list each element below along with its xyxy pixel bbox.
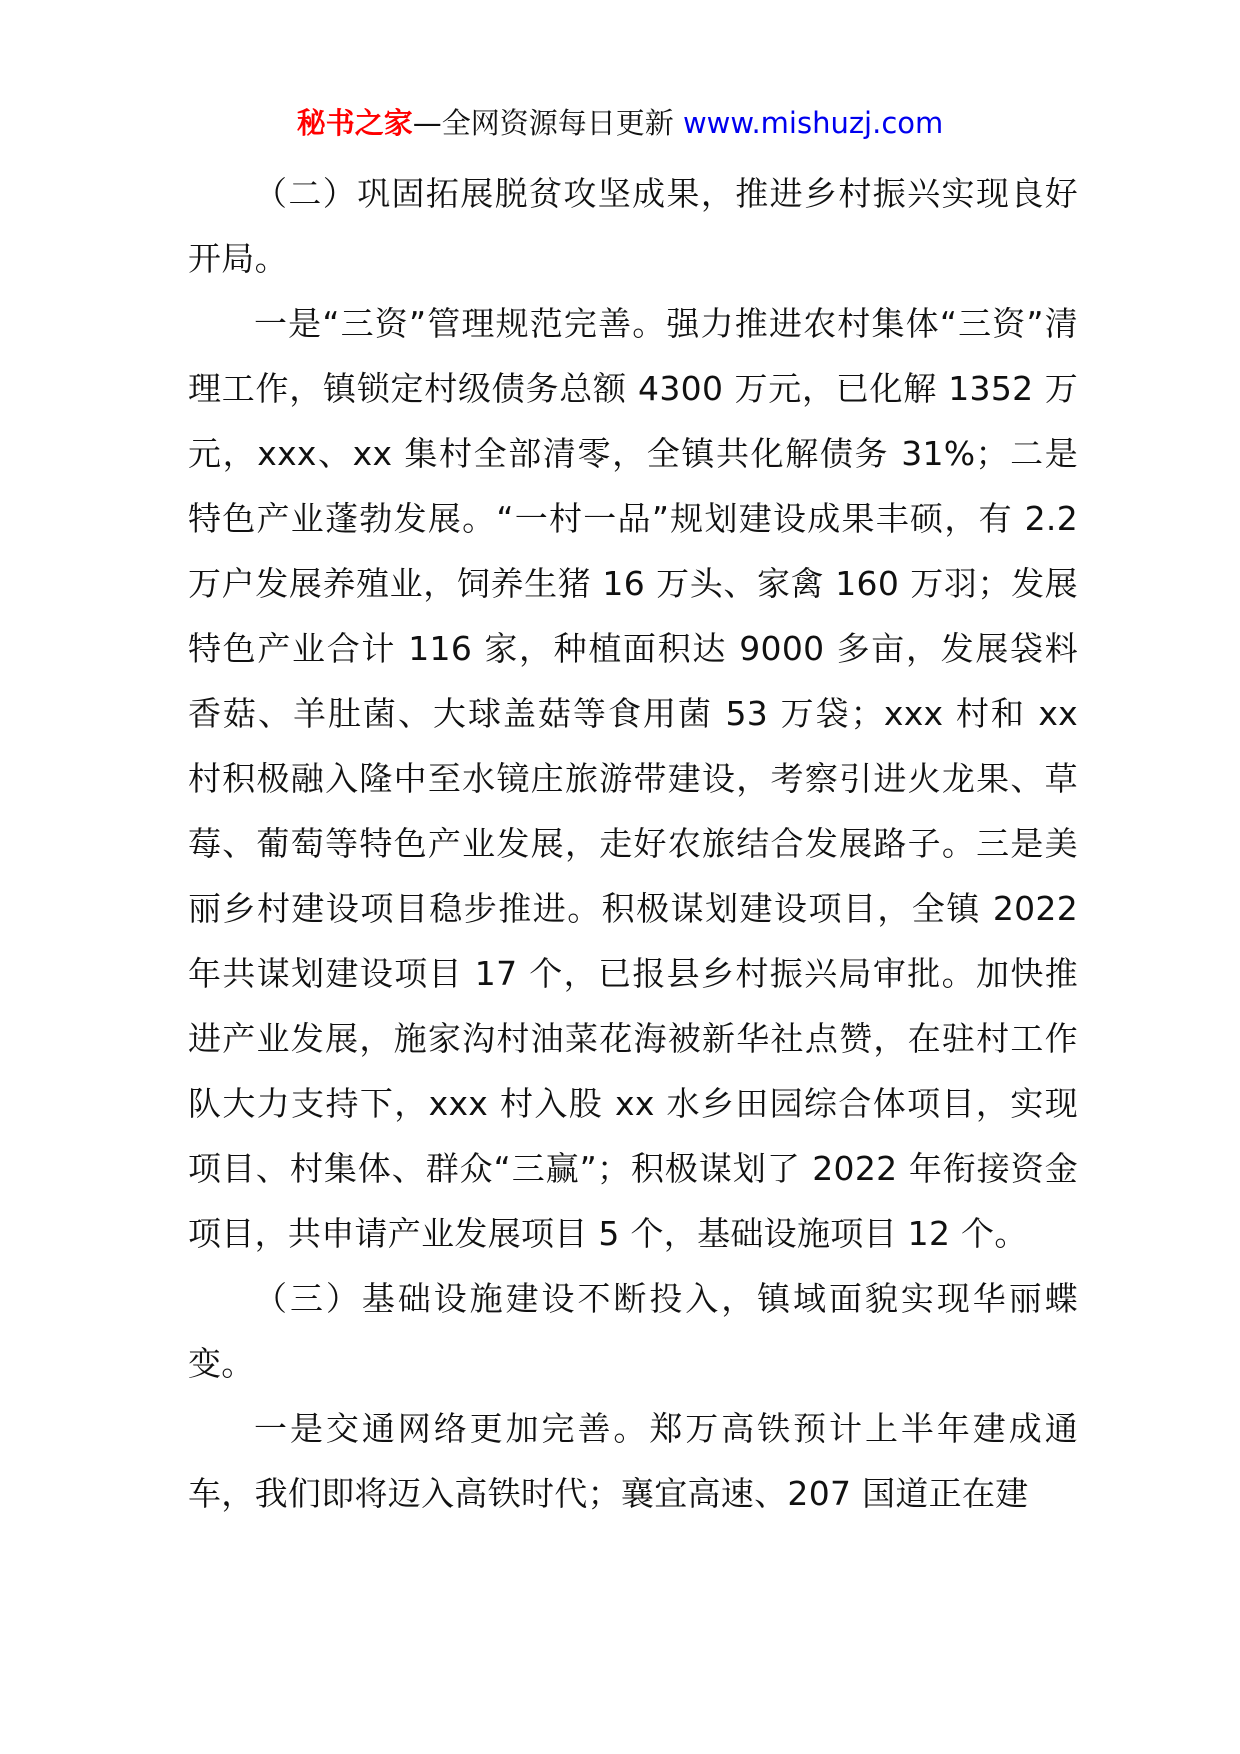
body-paragraph-transport: 一是交通网络更加完善。郑万高铁预计上半年建成通车，我们即将迈入高铁时代；襄宜高速、207 国道正在建 xyxy=(188,1409,1078,1513)
brand-name: 秘书之家 xyxy=(296,106,413,140)
website-link[interactable]: www.mishuzj.com xyxy=(682,106,944,140)
section-heading-3: （三）基础设施建设不断投入，镇域面貌实现华丽蝶变。 xyxy=(188,1279,1078,1383)
section-heading-2: （二）巩固拓展脱贫攻坚成果，推进乡村振兴实现良好开局。 xyxy=(188,174,1078,278)
header-slogan: —全网资源每日更新 xyxy=(412,106,674,140)
document-body xyxy=(188,161,1078,1526)
page-header xyxy=(0,100,1240,146)
body-paragraph-rural: 一是“三资”管理规范完善。强力推进农村集体“三资”清理工作，镇锁定村级债务总额 4300 万元，已化解 1352 万元，xxx、xx 集村全部清零，全镇共化解债务 31%；二是特色产业蓬勃发展。“一村一品”规划建设成果丰硕，有 2.2 万户发展养殖业，饲养生猪 16 万头、家禽 160 万羽；发展特色产业合计 116 家，种植面积达 9000 多亩，发展袋料香菇、羊肚菌、大球盖菇等食用菌 53 万袋；xxx 村和 xx 村积极融入隆中至水镜庄旅游带建设，考察引进火龙果、草莓、葡萄等特色产业发展，走好农旅结合发展路子。三是美丽乡村建设项目稳步推进。积极谋划建设项目，全镇 2022 年共谋划建设项目 17 个，已报县乡村振兴局审批。加快推进产业发展，施家沟村油菜花海被新华社点赞，在驻村工作队大力支持下，xxx 村入股 xx 水乡田园综合体项目，实现项目、村集体、群众“三赢”；积极谋划了 2022 年衔接资金项目，共申请产业发展项目 5 个，基础设施项目 12 个。 xyxy=(188,304,1078,1253)
